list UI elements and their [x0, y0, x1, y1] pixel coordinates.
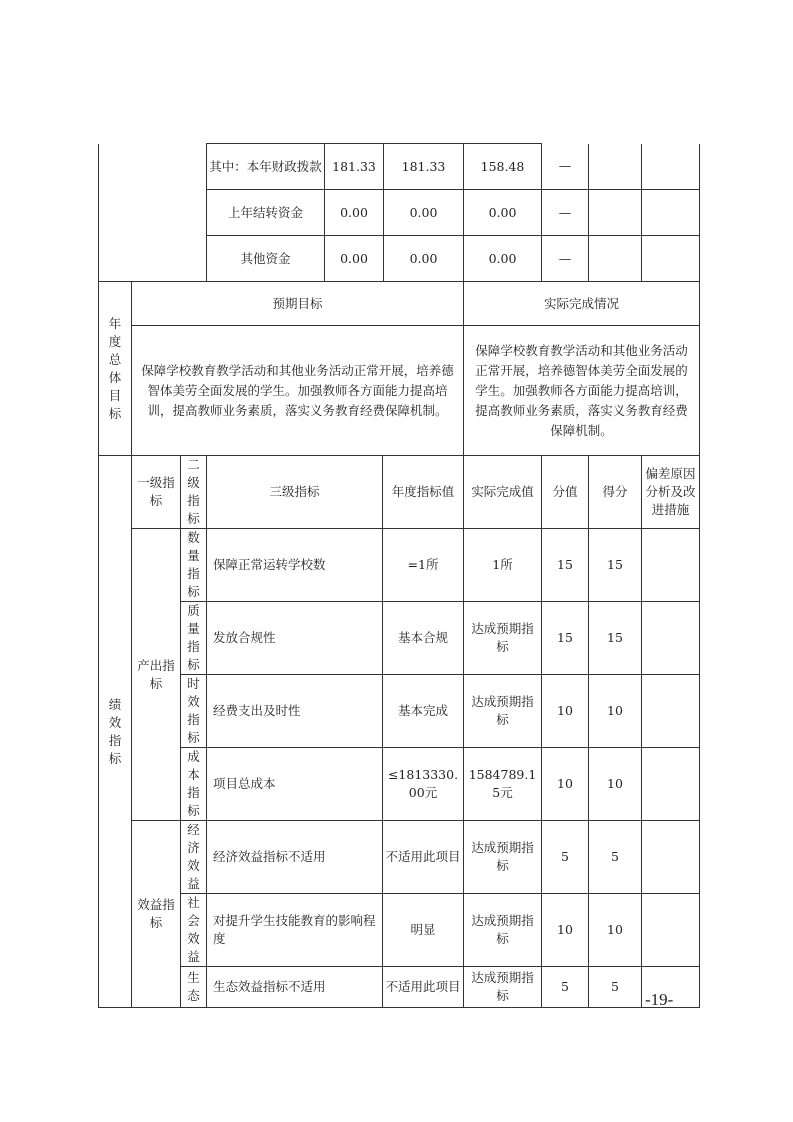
header-target: 年度指标值	[383, 456, 464, 529]
level3-cell: 经济效益指标不适用	[207, 821, 383, 894]
level2-cell: 经济效益	[187, 822, 200, 891]
score-cell: 5	[589, 967, 642, 1008]
table-row	[99, 675, 700, 748]
executed-amount: 0.00	[464, 190, 542, 236]
table-row	[99, 748, 700, 821]
deviation-cell	[642, 602, 700, 675]
deviation-cell	[642, 748, 700, 821]
empty-cell	[589, 144, 642, 190]
dash-cell: —	[542, 190, 589, 236]
executed-amount: 158.48	[464, 144, 542, 190]
level3-cell: 保障正常运转学校数	[207, 529, 383, 602]
target-cell: ≤1813330.00元	[383, 748, 464, 821]
table-row	[99, 894, 700, 967]
expected-header: 预期目标	[132, 282, 464, 326]
deviation-cell	[642, 894, 700, 967]
level2-cell: 社会效益	[187, 895, 200, 964]
level2-cell: 生态	[187, 970, 200, 1003]
annual-goal-table	[98, 281, 700, 456]
weight-cell: 5	[542, 967, 589, 1008]
target-cell: 基本合规	[383, 602, 464, 675]
header-level1: 一级指标	[132, 456, 181, 529]
score-cell: 10	[589, 894, 642, 967]
performance-label-cell	[99, 456, 132, 1008]
level3-cell: 发放合规性	[207, 602, 383, 675]
annual-budget: 181.33	[325, 144, 384, 190]
dash-cell: —	[542, 144, 589, 190]
annual-goal-label: 年度总体目标	[108, 315, 122, 421]
level2-cell: 质量指标	[187, 603, 200, 672]
weight-cell: 10	[542, 894, 589, 967]
actual-cell: 1584789.15元	[464, 748, 542, 821]
deviation-cell	[642, 821, 700, 894]
actual-cell: 达成预期指标	[464, 675, 542, 748]
target-cell: 不适用此项目	[383, 967, 464, 1008]
dash-cell: —	[542, 236, 589, 282]
actual-cell: 达成预期指标	[464, 967, 542, 1008]
table-row	[99, 821, 700, 894]
actual-cell: 达成预期指标	[464, 821, 542, 894]
empty-cell	[589, 236, 642, 282]
level2-cell: 时效指标	[187, 676, 200, 745]
empty-cell	[642, 236, 700, 282]
expected-goal-text: 保障学校教育教学活动和其他业务活动正常开展，培养德智体美劳全面发展的学生。加强教师各方面能力提高培训，提高教师业务素质，落实义务教育经费保障机制。	[132, 326, 464, 456]
weight-cell: 15	[542, 529, 589, 602]
target-cell: 明显	[383, 894, 464, 967]
header-level3: 三级指标	[207, 456, 383, 529]
empty-cell	[642, 144, 700, 190]
full-year-budget: 0.00	[384, 190, 464, 236]
score-cell: 5	[589, 821, 642, 894]
page-number: -19-	[645, 990, 674, 1009]
actual-header: 实际完成情况	[464, 282, 700, 326]
level3-cell: 对提升学生技能教育的影响程度	[207, 894, 383, 967]
header-score: 得分	[589, 456, 642, 529]
funding-label: 其中：本年财政拨款	[207, 144, 325, 190]
funding-row	[99, 144, 700, 190]
header-deviation: 偏差原因分析及改进措施	[642, 456, 700, 529]
level1-output: 产出指标	[132, 529, 181, 821]
funding-label: 上年结转资金	[207, 190, 325, 236]
deviation-cell	[642, 675, 700, 748]
empty-cell	[589, 190, 642, 236]
level3-cell: 生态效益指标不适用	[207, 967, 383, 1008]
score-cell: 15	[589, 602, 642, 675]
actual-cell: 达成预期指标	[464, 602, 542, 675]
funding-label: 其他资金	[207, 236, 325, 282]
weight-cell: 5	[542, 821, 589, 894]
target-cell: 不适用此项目	[383, 821, 464, 894]
actual-cell: 达成预期指标	[464, 894, 542, 967]
annual-budget: 0.00	[325, 236, 384, 282]
target-cell: =1所	[383, 529, 464, 602]
score-cell: 15	[589, 529, 642, 602]
level3-cell: 项目总成本	[207, 748, 383, 821]
table-row	[99, 602, 700, 675]
full-year-budget: 0.00	[384, 236, 464, 282]
full-year-budget: 181.33	[384, 144, 464, 190]
annual-budget: 0.00	[325, 190, 384, 236]
target-cell: 基本完成	[383, 675, 464, 748]
level2-cell: 成本指标	[187, 749, 200, 818]
score-cell: 10	[589, 675, 642, 748]
level3-cell: 经费支出及时性	[207, 675, 383, 748]
table-row	[99, 967, 700, 1008]
executed-amount: 0.00	[464, 236, 542, 282]
actual-goal-text: 保障学校教育教学活动和其他业务活动正常开展，培养德智体美劳全面发展的学生。加强教师各方面能力提高培训，提高教师业务素质，落实义务教育经费保障机制。	[464, 326, 700, 456]
header-row	[99, 456, 700, 529]
level2-cell: 数量指标	[187, 530, 200, 599]
funding-table	[98, 143, 700, 282]
header-weight: 分值	[542, 456, 589, 529]
annual-goal-label-cell	[99, 282, 132, 456]
weight-cell: 15	[542, 602, 589, 675]
level1-benefit: 效益指标	[132, 821, 181, 1008]
table-row	[99, 529, 700, 602]
actual-cell: 1所	[464, 529, 542, 602]
funding-label-cell	[99, 144, 207, 282]
performance-table	[98, 455, 700, 1008]
weight-cell: 10	[542, 675, 589, 748]
performance-label: 绩效指标	[108, 696, 122, 766]
header-actual: 实际完成值	[464, 456, 542, 529]
header-level2-cell	[181, 456, 207, 529]
deviation-cell	[642, 529, 700, 602]
weight-cell: 10	[542, 748, 589, 821]
empty-cell	[642, 190, 700, 236]
score-cell: 10	[589, 748, 642, 821]
header-level2: 二级指标	[187, 457, 200, 526]
